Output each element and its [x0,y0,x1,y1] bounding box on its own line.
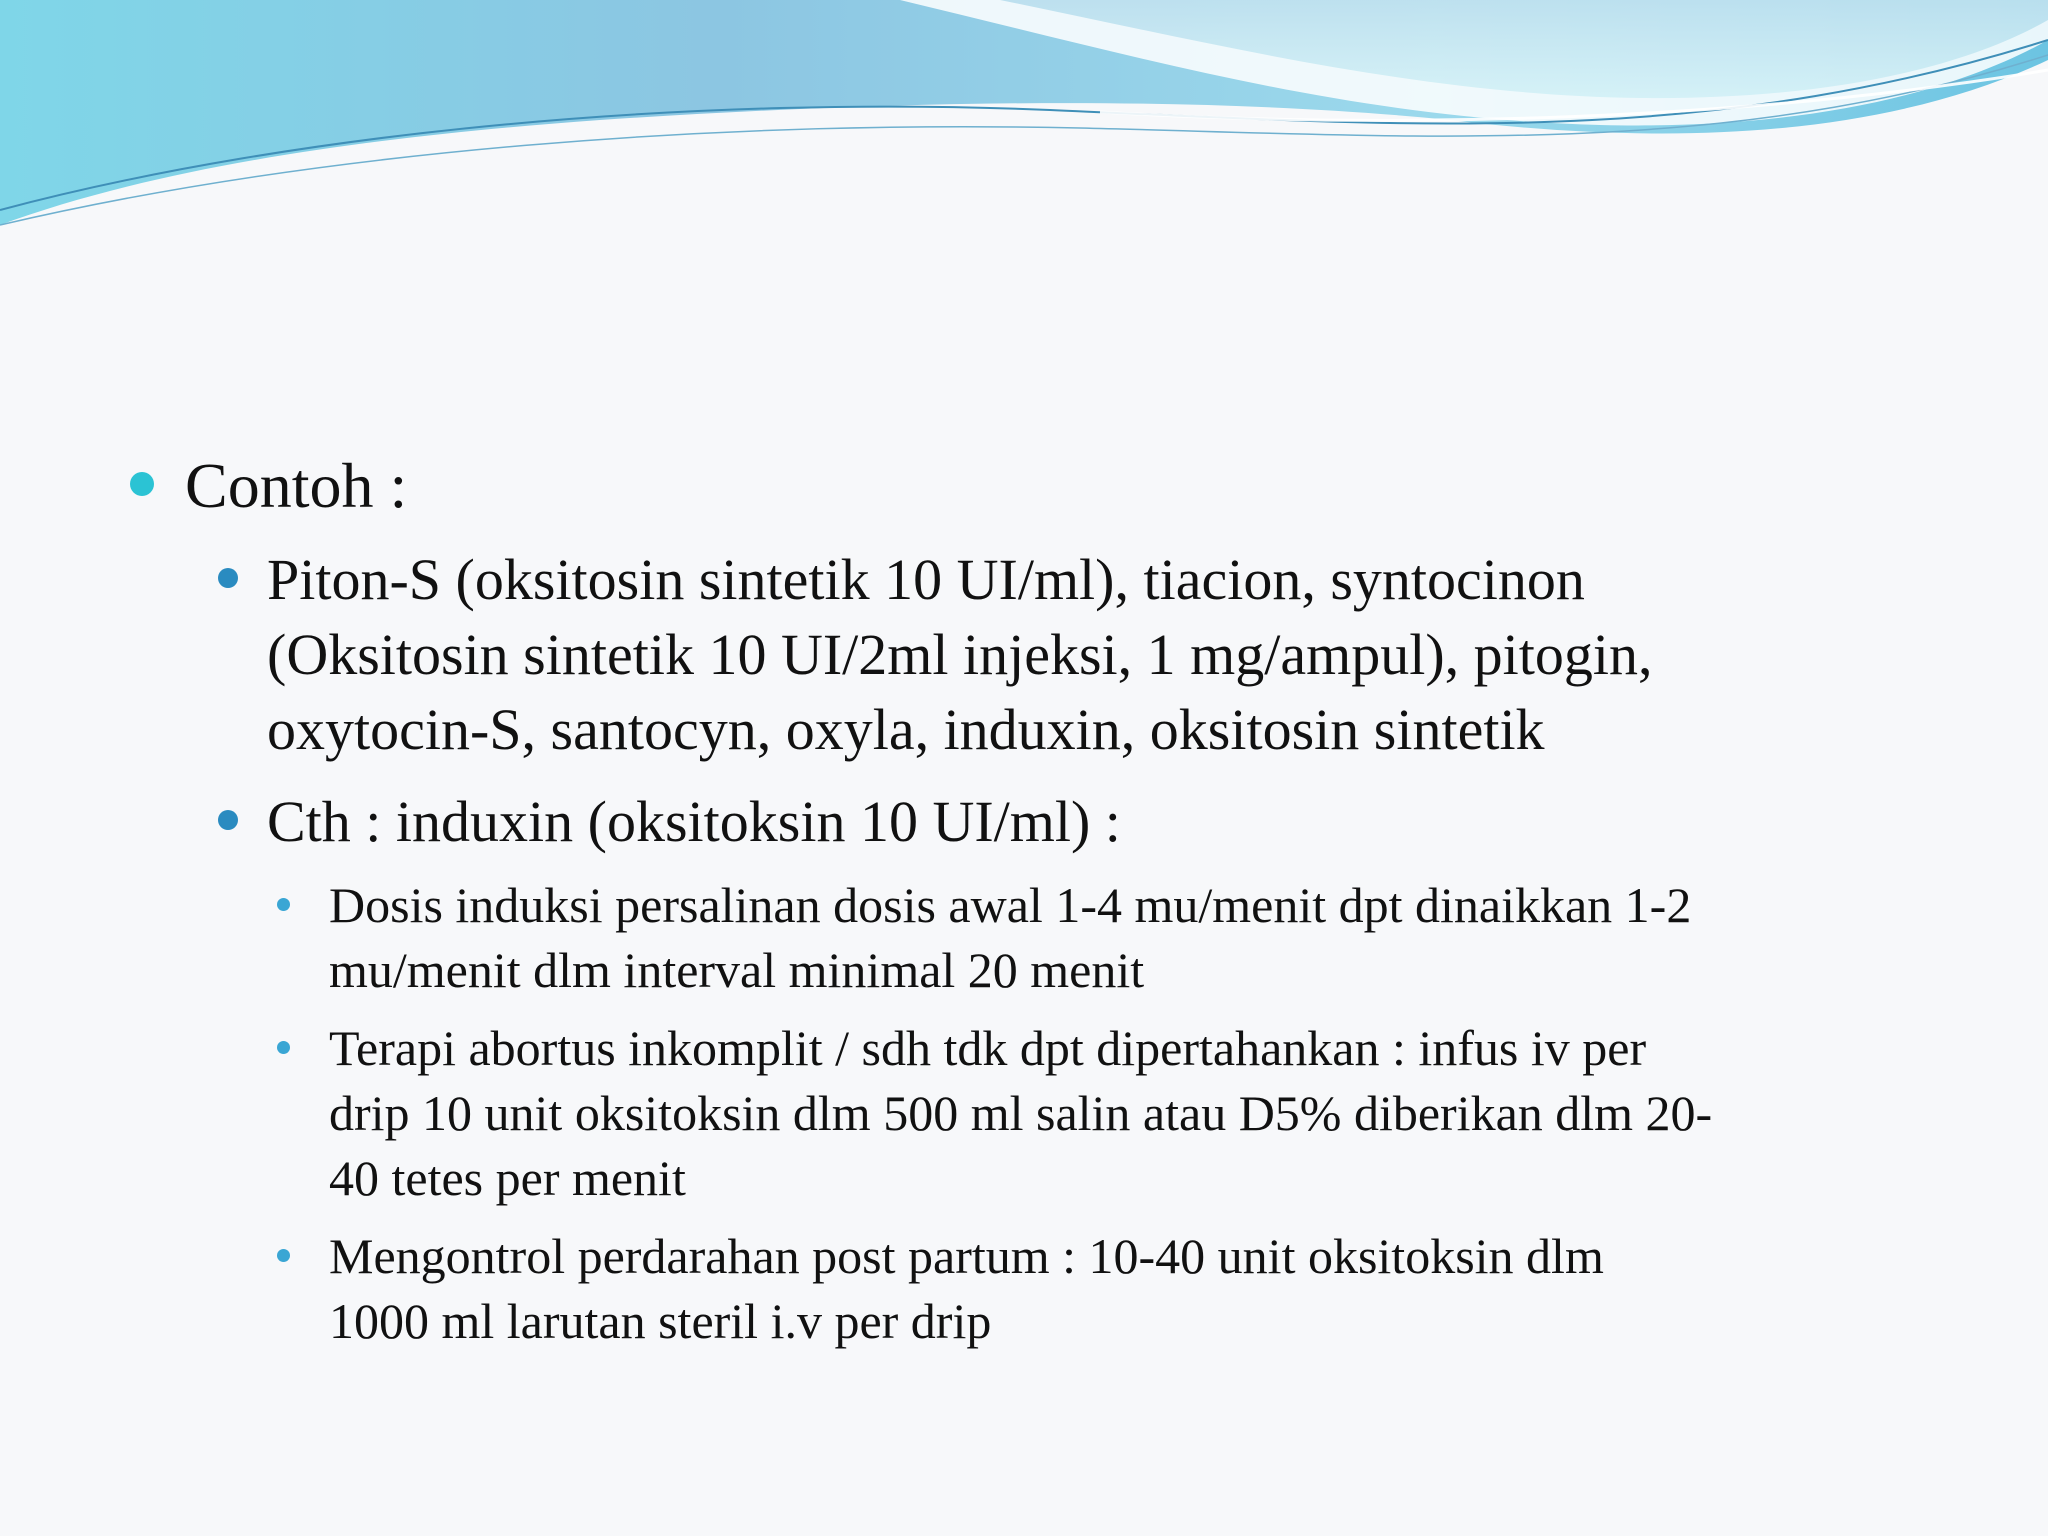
bullet-text-terapi-line3: 40 tetes per menit [329,1150,686,1206]
bullet-dot-level1 [130,472,154,496]
bullet-text-terapi-line1: Terapi abortus inkomplit / sdh tdk dpt dipertahankan : infus iv per [329,1020,1647,1076]
bullet-dot-level3 [277,1249,290,1262]
bullet-text-dosis-line1: Dosis induksi persalinan dosis awal 1-4 mu/menit dpt dinaikkan 1-2 [329,877,1692,933]
bullet-dot-level2 [218,810,238,830]
bullet-dot-level3 [277,1041,290,1054]
bullet-text-dosis-line2: mu/menit dlm interval minimal 20 menit [329,942,1145,998]
bullet-text-piton-line2: (Oksitosin sintetik 10 UI/2ml injeksi, 1 mg/ampul), pitogin, [267,622,1653,687]
bullet-text-piton-line3: oxytocin-S, santocyn, oxyla, induxin, oksitosin sintetik [267,697,1545,762]
bullet-text-mengontrol-line2: 1000 ml larutan steril i.v per drip [329,1293,992,1349]
bullet-dot-level2 [218,568,238,588]
bullet-text-cth: Cth : induxin (oksitoksin 10 UI/ml) : [267,789,1121,854]
bullet-text-piton-line1: Piton-S (oksitosin sintetik 10 UI/ml), tiacion, syntocinon [267,547,1585,612]
bullet-text-contoh: Contoh : [185,450,408,521]
bullet-text-terapi-line2: drip 10 unit oksitoksin dlm 500 ml salin atau D5% diberikan dlm 20- [329,1085,1713,1141]
bullet-text-mengontrol-line1: Mengontrol perdarahan post partum : 10-40 unit oksitoksin dlm [329,1228,1604,1284]
bullet-dot-level3 [277,898,290,911]
